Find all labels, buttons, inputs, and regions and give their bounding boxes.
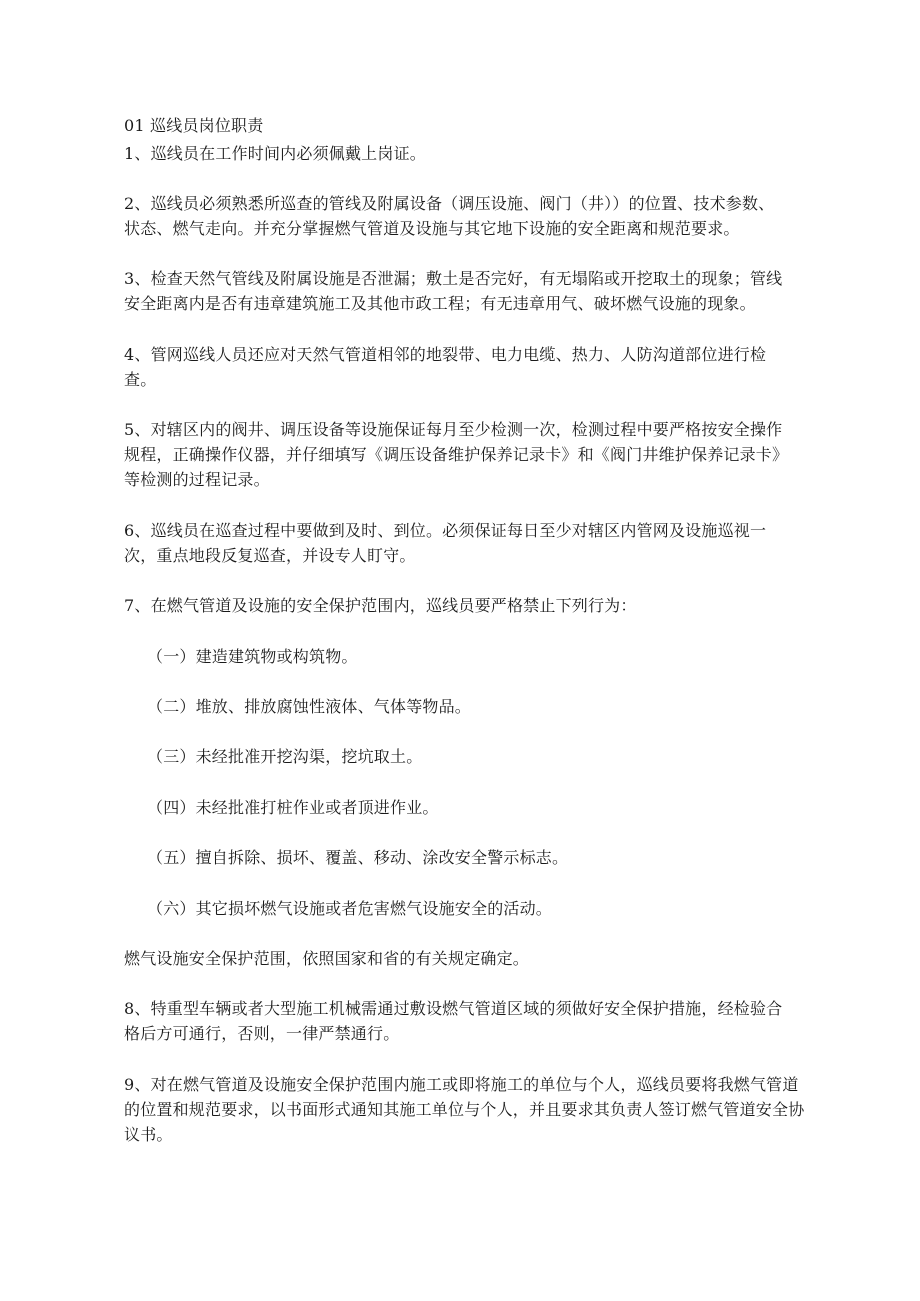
sub-item-1: （一）建造建筑物或构筑物。 bbox=[147, 647, 358, 666]
item-7-line-1: 7、在燃气管道及设施的安全保护范围内，巡线员要严格禁止下列行为： bbox=[124, 596, 637, 615]
item-2-line-1: 2、巡线员必须熟悉所巡查的管线及附属设备（调压设施、阀门（井））的位置、技术参数、 bbox=[124, 194, 775, 213]
item-6-line-1: 6、巡线员在巡查过程中要做到及时、到位。必须保证每日至少对辖区内管网及设施巡视一 bbox=[124, 521, 767, 540]
sub-item-5: （五）擅自拆除、损坏、覆盖、移动、涂改安全警示标志。 bbox=[147, 848, 569, 867]
item-4-line-2: 查。 bbox=[124, 370, 157, 389]
item-5-line-2: 规程，正确操作仪器，并仔细填写《调压设备维护保养记录卡》和《阀门井维护保养记录卡》 bbox=[124, 445, 789, 464]
item-5-line-3: 等检测的过程记录。 bbox=[124, 470, 270, 489]
note-line: 燃气设施安全保护范围，依照国家和省的有关规定确定。 bbox=[124, 949, 530, 968]
item-9-line-2: 的位置和规范要求，以书面形式通知其施工单位与个人，并且要求其负责人签订燃气管道安全协 bbox=[124, 1100, 805, 1119]
sub-item-4: （四）未经批准打桩作业或者顶进作业。 bbox=[147, 798, 439, 817]
item-3-line-1: 3、检查天然气管线及附属设施是否泄漏；敷土是否完好，有无塌陷或开挖取土的现象；管线 bbox=[124, 269, 783, 288]
item-2-line-2: 状态、燃气走向。并充分掌握燃气管道及设施与其它地下设施的安全距离和规范要求。 bbox=[124, 219, 740, 238]
item-8-line-1: 8、特重型车辆或者大型施工机械需通过敷设燃气管道区域的须做好安全保护措施，经检验合 bbox=[124, 999, 783, 1018]
item-9-line-3: 议书。 bbox=[124, 1125, 173, 1144]
item-9-line-1: 9、对在燃气管道及设施安全保护范围内施工或即将施工的单位与个人，巡线员要将我燃气管道 bbox=[124, 1075, 799, 1094]
sub-item-2: （二）堆放、排放腐蚀性液体、气体等物品。 bbox=[147, 697, 472, 716]
item-1-line-1: 1、巡线员在工作时间内必须佩戴上岗证。 bbox=[124, 144, 426, 163]
document-title: 01 巡线员岗位职责 bbox=[124, 116, 264, 135]
sub-item-3: （三）未经批准开挖沟渠，挖坑取土。 bbox=[147, 747, 423, 766]
item-3-line-2: 安全距离内是否有违章建筑施工及其他市政工程；有无违章用气、破坏燃气设施的现象。 bbox=[124, 294, 756, 313]
item-8-line-2: 格后方可通行，否则，一律严禁通行。 bbox=[124, 1024, 400, 1043]
item-5-line-1: 5、对辖区内的阀井、调压设备等设施保证每月至少检测一次，检测过程中要严格按安全操作 bbox=[124, 420, 783, 439]
sub-item-6: （六）其它损坏燃气设施或者危害燃气设施安全的活动。 bbox=[147, 899, 553, 918]
item-4-line-1: 4、管网巡线人员还应对天然气管道相邻的地裂带、电力电缆、热力、人防沟道部位进行检 bbox=[124, 345, 767, 364]
item-6-line-2: 次，重点地段反复巡查，并设专人盯守。 bbox=[124, 546, 416, 565]
